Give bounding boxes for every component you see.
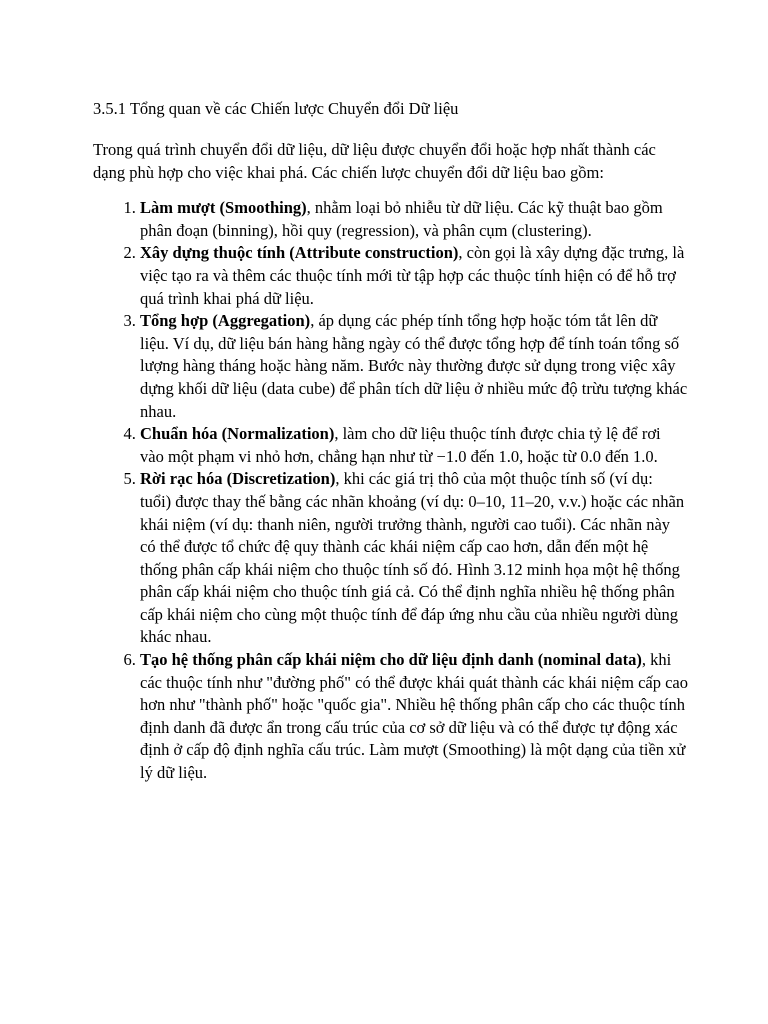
list-item	[140, 649, 688, 785]
item-term: Rời rạc hóa (Discretization)	[140, 469, 336, 489]
item-term: Tạo hệ thống phân cấp khái niệm cho dữ liệu định danh (nominal data)	[140, 650, 642, 670]
list-item	[140, 197, 688, 242]
list-item	[140, 468, 688, 649]
item-text: , làm cho dữ liệu thuộc tính được chia tỷ lệ để rơi vào một phạm vi nhỏ hơn, chẳng hạn như từ −1.0 đến 1.0, hoặc từ 0.0 đến 1.0.	[140, 424, 661, 466]
item-text: , áp dụng các phép tính tổng hợp hoặc tóm tắt lên dữ liệu. Ví dụ, dữ liệu bán hàng hằng ngày có thể được tổng hợp để tính toán tổng số lượng hàng tháng hoặc hàng năm. Bước này thường được sử dụng trong việc xây dựng khối dữ liệu (data cube) để phân tích dữ liệu ở nhiều mức độ trừu tượng khác nhau.	[140, 311, 688, 421]
item-text: , còn gọi là xây dựng đặc trưng, là việc tạo ra và thêm các thuộc tính mới từ tập hợp các thuộc tính hiện có để hỗ trợ quá trình khai phá dữ liệu.	[140, 243, 685, 308]
item-term: Tổng hợp (Aggregation)	[140, 311, 311, 331]
item-term: Chuẩn hóa (Normalization)	[140, 424, 335, 444]
list-item	[140, 423, 688, 468]
item-text: , khi các giá trị thô của một thuộc tính số (ví dụ: tuổi) được thay thế bằng các nhãn khoảng (ví dụ: 0–10, 11–20, v.v.) hoặc các nhãn khái niệm (ví dụ: thanh niên, người trưởng thành, người cao tuổi). Các nhãn này có thể được tổ chức đệ quy thành các khái niệm cấp cao hơn, dẫn đến một hệ thống phân cấp khái niệm cho thuộc tính số đó. Hình 3.12 minh họa một hệ thống phân cấp khái niệm cho thuộc tính giá cả. Có thể định nghĩa nhiều hệ thống phân cấp khái niệm cho cùng một thuộc tính để đáp ứng nhu cầu của nhiều người dùng khác nhau.	[140, 469, 685, 647]
list-item	[140, 310, 688, 423]
section-heading: 3.5.1 Tổng quan về các Chiến lược Chuyển đổi Dữ liệu	[93, 99, 459, 118]
item-term: Làm mượt (Smoothing)	[140, 198, 307, 218]
item-term: Xây dựng thuộc tính (Attribute construction)	[140, 243, 459, 263]
item-text: , nhằm loại bỏ nhiễu từ dữ liệu. Các kỹ thuật bao gồm phân đoạn (binning), hồi quy (regression), và phân cụm (clustering).	[140, 198, 663, 240]
item-text: , khi các thuộc tính như "đường phố" có thể được khái quát thành các khái niệm cấp cao hơn như "thành phố" hoặc "quốc gia". Nhiều hệ thống phân cấp cho các thuộc tính định danh đã được ẩn trong cấu trúc của cơ sở dữ liệu và có thể được tự động xác định ở cấp độ định nghĩa cấu trúc. Làm mượt (Smoothing) là một dạng của tiền xử lý dữ liệu.	[140, 650, 688, 783]
strategy-list	[93, 197, 688, 784]
list-item	[140, 242, 688, 310]
intro-paragraph: Trong quá trình chuyển đổi dữ liệu, dữ liệu được chuyển đổi hoặc hợp nhất thành các dạng phù hợp cho việc khai phá. Các chiến lược chuyển đổi dữ liệu bao gồm:	[93, 140, 656, 182]
